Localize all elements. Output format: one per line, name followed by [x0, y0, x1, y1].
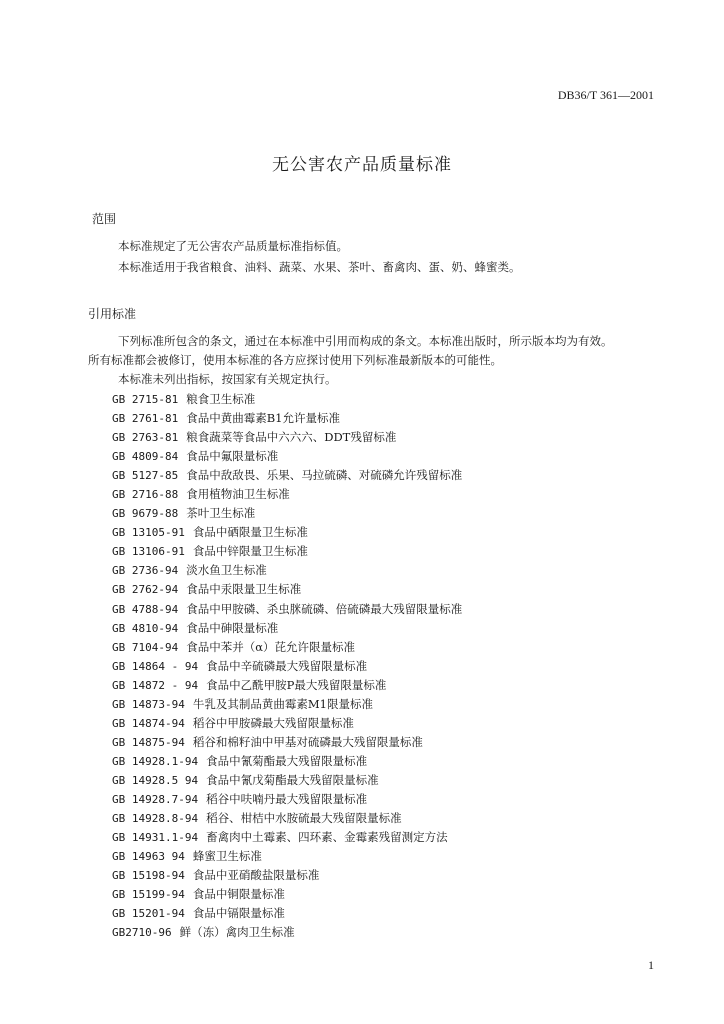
references-heading: 引用标准: [88, 307, 137, 321]
standard-code: DB36/T 361—2001: [557, 88, 654, 102]
reference-title: 食用植物油卫生标准: [186, 487, 290, 502]
reference-code: GB2710-96: [112, 926, 172, 940]
reference-title: 食品中硒限量卫生标准: [192, 525, 308, 540]
reference-item: [112, 695, 462, 714]
references-intro-line-1: 下列标准所包含的条文，通过在本标准中引用而构成的条文。本标准出版时，所示版本均为有效。: [118, 334, 613, 348]
reference-title: 食品中氰戊菊酯最大残留限量标准: [206, 772, 379, 787]
reference-item: [112, 733, 462, 752]
reference-title: 稻谷和棉籽油中甲基对硫磷最大残留限量标准: [192, 734, 423, 749]
reference-code: GB 15198-94: [112, 869, 185, 883]
reference-item: [112, 885, 462, 904]
reference-title: 淡水鱼卫生标准: [186, 563, 267, 578]
reference-code: GB 2761-81: [112, 412, 179, 426]
reference-item: [112, 504, 462, 523]
references-intro-line-2: 所有标准都会被修订，使用本标准的各方应探讨使用下列标准最新版本的可能性。: [88, 353, 502, 367]
reference-title: 稻谷中呋喃丹最大残留限量标准: [206, 791, 368, 806]
reference-item: [112, 809, 462, 828]
reference-title: 食品中亚硝酸盐限量标准: [192, 868, 320, 883]
reference-code: GB 13106-91: [112, 545, 185, 559]
reference-code: GB 14873-94: [112, 697, 185, 711]
reference-title: 蜂蜜卫生标准: [192, 849, 262, 864]
reference-code: GB 14872 - 94: [112, 678, 199, 692]
reference-title: 食品中砷限量标准: [186, 620, 279, 635]
reference-list: [112, 390, 462, 942]
reference-title: 食品中铜限量标准: [192, 887, 285, 902]
reference-title: 食品中敌敌畏、乐果、马拉硫磷、对硫磷允许残留标准: [186, 468, 463, 483]
reference-title: 畜禽肉中土霉素、四环素、金霉素残留测定方法: [206, 830, 448, 845]
reference-item: [112, 580, 462, 599]
reference-code: GB 5127-85: [112, 469, 179, 483]
reference-code: GB 14931.1-94: [112, 831, 199, 845]
reference-title: 牛乳及其制品黄曲霉素M1限量标准: [192, 696, 373, 711]
reference-item: [112, 790, 462, 809]
reference-item: [112, 866, 462, 885]
reference-code: GB 14928.1-94: [112, 754, 199, 768]
reference-title: 食品中苯并（α）芘允许限量标准: [186, 639, 355, 654]
reference-code: GB 14928.7-94: [112, 792, 199, 806]
reference-code: GB 15201-94: [112, 907, 185, 921]
reference-item: [112, 904, 462, 923]
reference-item: [112, 409, 462, 428]
reference-code: GB 14864 - 94: [112, 659, 199, 673]
reference-item: [112, 828, 462, 847]
reference-item: [112, 600, 462, 619]
reference-code: GB 7104-94: [112, 640, 179, 654]
scope-paragraph-2: 本标准适用于我省粮食、油料、蔬菜、水果、茶叶、畜禽肉、蛋、奶、蜂蜜类。: [118, 260, 521, 274]
reference-title: 食品中锌限量卫生标准: [192, 544, 308, 559]
reference-title: 食品中氟限量标准: [186, 449, 279, 464]
reference-title: 稻谷中甲胺磷最大残留限量标准: [192, 715, 354, 730]
reference-title: 粮食卫生标准: [186, 392, 256, 406]
scope-heading: 范围: [92, 212, 117, 226]
reference-title: 食品中汞限量卫生标准: [186, 582, 302, 597]
reference-item: [112, 619, 462, 638]
reference-title: 食品中黄曲霉素B1允许量标准: [186, 411, 341, 426]
reference-title: 稻谷、柑桔中水胺硫最大残留限量标准: [206, 811, 402, 826]
reference-title: 食品中氰菊酯最大残留限量标准: [206, 753, 368, 768]
reference-code: GB 15199-94: [112, 888, 185, 902]
reference-code: GB 4809-84: [112, 450, 179, 464]
page-number: 1: [648, 958, 654, 972]
references-intro-line-3: 本标准未列出指标，按国家有关规定执行。: [118, 372, 337, 386]
reference-item: [112, 390, 462, 409]
reference-item: [112, 923, 462, 942]
reference-title: 粮食蔬菜等食品中六六六、DDT残留标准: [186, 430, 397, 445]
reference-item: [112, 485, 462, 504]
reference-item: [112, 561, 462, 580]
reference-code: GB 2736-94: [112, 564, 179, 578]
reference-title: 食品中辛硫磷最大残留限量标准: [206, 658, 368, 673]
reference-item: [112, 676, 462, 695]
document-title: 无公害农产品质量标准: [272, 155, 452, 175]
reference-item: [112, 752, 462, 771]
reference-title: 鲜（冻）禽肉卫生标准: [179, 925, 295, 940]
reference-code: GB 4788-94: [112, 602, 179, 616]
reference-code: GB 14963 94: [112, 850, 185, 864]
reference-item: [112, 771, 462, 790]
reference-item: [112, 428, 462, 447]
reference-code: GB 2763-81: [112, 431, 179, 445]
scope-paragraph-1: 本标准规定了无公害农产品质量标准指标值。: [118, 239, 348, 253]
reference-title: 茶叶卫生标准: [186, 506, 256, 521]
reference-item: [112, 847, 462, 866]
reference-code: GB 9679-88: [112, 507, 179, 521]
reference-code: GB 14928.8-94: [112, 812, 199, 826]
reference-item: [112, 466, 462, 485]
reference-code: GB 14875-94: [112, 735, 185, 749]
reference-code: GB 4810-94: [112, 621, 179, 635]
reference-code: GB 2715-81: [112, 393, 179, 406]
reference-title: 食品中乙酰甲胺P最大残留限量标准: [206, 677, 387, 692]
reference-title: 食品中甲胺磷、杀虫脒硫磷、倍硫磷最大残留限量标准: [186, 601, 463, 616]
reference-title: 食品中镉限量标准: [192, 906, 285, 921]
reference-code: GB 13105-91: [112, 526, 185, 540]
reference-code: GB 2762-94: [112, 583, 179, 597]
reference-code: GB 14874-94: [112, 716, 185, 730]
reference-item: [112, 638, 462, 657]
reference-code: GB 2716-88: [112, 488, 179, 502]
reference-item: [112, 447, 462, 466]
reference-code: GB 14928.5 94: [112, 773, 199, 787]
reference-item: [112, 657, 462, 676]
reference-item: [112, 523, 462, 542]
reference-item: [112, 714, 462, 733]
reference-item: [112, 542, 462, 561]
